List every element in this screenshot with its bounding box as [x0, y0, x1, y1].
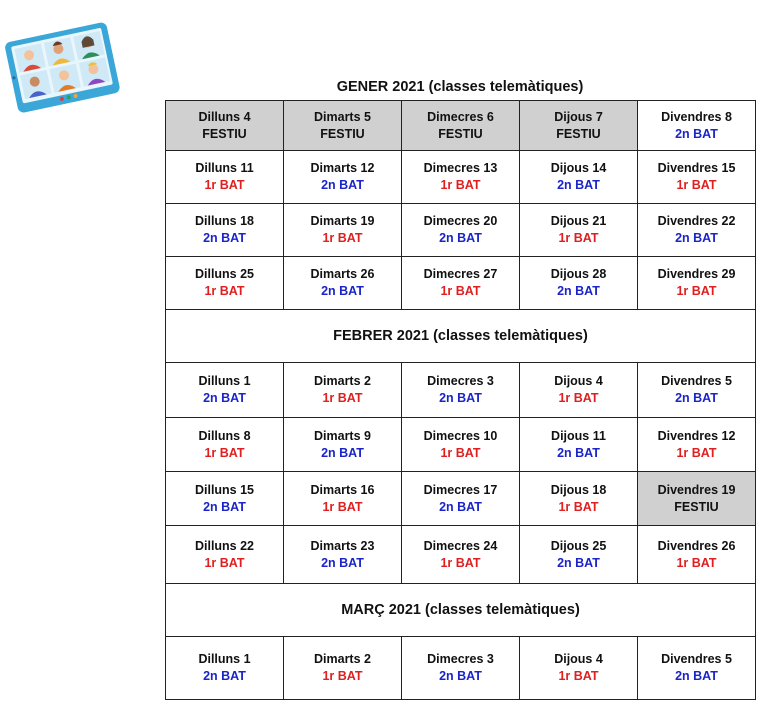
class-label: 2n BAT [203, 499, 246, 514]
class-label: 2n BAT [675, 126, 718, 141]
day-cell [166, 101, 284, 151]
day-cell [402, 257, 520, 310]
day-cell [520, 526, 638, 584]
class-label: 1r BAT [322, 669, 363, 683]
day-label: Divendres 12 [657, 428, 736, 443]
class-label: 2n BAT [321, 555, 364, 570]
holiday-label: FESTIU [438, 126, 483, 141]
day-label: Divendres 19 [657, 482, 736, 497]
class-label: 1r BAT [440, 445, 481, 460]
class-label: 1r BAT [558, 391, 599, 405]
day-cell [402, 472, 520, 526]
holiday-label: FESTIU [320, 126, 365, 141]
day-cell [402, 526, 520, 584]
day-cell [284, 526, 402, 584]
day-label: Dimecres 3 [427, 652, 494, 666]
class-label: 2n BAT [675, 669, 718, 683]
day-cell [402, 637, 520, 700]
class-label: 1r BAT [676, 445, 717, 460]
day-label: Divendres 26 [657, 538, 736, 553]
february-week-row [166, 363, 756, 418]
class-label: 1r BAT [204, 284, 245, 298]
day-label: Dimecres 27 [423, 267, 498, 281]
day-label: Dimarts 12 [310, 161, 375, 175]
class-label: 1r BAT [676, 555, 717, 570]
day-label: Dilluns 1 [198, 374, 251, 388]
day-label: Dijous 28 [550, 267, 607, 281]
day-label: Dimarts 9 [314, 428, 371, 443]
holiday-label: FESTIU [674, 499, 719, 514]
day-label: Dimarts 5 [314, 109, 371, 124]
video-call-tablet-icon [0, 10, 120, 122]
day-cell [638, 151, 756, 204]
class-label: 1r BAT [322, 499, 363, 514]
day-label: Dijous 21 [550, 214, 607, 228]
day-label: Divendres 15 [657, 161, 736, 175]
class-label: 1r BAT [558, 669, 599, 683]
day-label: Dimecres 24 [423, 538, 498, 553]
class-label: 1r BAT [558, 499, 599, 514]
day-label: Dimarts 19 [310, 214, 375, 228]
day-label: Dijous 11 [551, 428, 606, 443]
january-title: GENER 2021 (classes telemàtiques) [336, 79, 584, 95]
day-cell [166, 204, 284, 257]
day-label: Divendres 22 [657, 214, 736, 228]
day-label: Dimarts 16 [310, 482, 375, 497]
day-label: Dimarts 26 [310, 267, 375, 281]
day-cell [402, 418, 520, 472]
day-label: Dijous 25 [550, 538, 607, 553]
class-label: 2n BAT [203, 231, 246, 245]
schedule-body [166, 101, 756, 700]
day-label: Dilluns 4 [198, 109, 251, 124]
day-cell [520, 418, 638, 472]
day-label: Dimarts 2 [314, 652, 371, 666]
class-label: 1r BAT [676, 178, 717, 192]
class-label: 1r BAT [440, 555, 481, 570]
day-label: Divendres 8 [661, 109, 732, 124]
day-cell [284, 101, 402, 151]
day-label: Dimarts 2 [314, 374, 371, 388]
day-label: Dijous 14 [550, 161, 607, 175]
day-cell [284, 472, 402, 526]
day-cell [166, 472, 284, 526]
day-label: Dilluns 11 [195, 161, 254, 175]
class-label: 1r BAT [440, 178, 481, 192]
day-cell [638, 257, 756, 310]
day-label: Dilluns 8 [198, 428, 251, 443]
day-cell [402, 151, 520, 204]
day-cell [284, 637, 402, 700]
day-cell [402, 101, 520, 151]
january-week-row [166, 257, 756, 310]
class-label: 2n BAT [203, 669, 246, 683]
day-cell [638, 101, 756, 151]
class-label: 1r BAT [204, 555, 245, 570]
day-label: Dijous 4 [554, 374, 603, 388]
day-label: Dimecres 13 [423, 161, 498, 175]
day-cell [638, 472, 756, 526]
holiday-label: FESTIU [556, 126, 601, 141]
class-label: 2n BAT [557, 178, 600, 192]
day-cell [284, 418, 402, 472]
class-label: 2n BAT [675, 391, 718, 405]
day-label: Dilluns 15 [194, 482, 255, 497]
day-label: Divendres 5 [661, 374, 732, 388]
day-label: Dimecres 6 [427, 109, 494, 124]
day-label: Dijous 7 [554, 109, 603, 124]
day-cell [520, 151, 638, 204]
day-cell [166, 363, 284, 418]
class-label: 2n BAT [321, 445, 364, 460]
day-cell [284, 363, 402, 418]
day-label: Divendres 5 [661, 652, 732, 666]
day-cell [638, 418, 756, 472]
february-week-row [166, 418, 756, 472]
day-cell [520, 101, 638, 151]
february-title: FEBRER 2021 (classes telemàtiques) [166, 310, 756, 363]
day-cell [284, 151, 402, 204]
day-cell [520, 472, 638, 526]
day-label: Dimecres 20 [423, 214, 498, 228]
day-cell [520, 257, 638, 310]
day-cell [284, 204, 402, 257]
day-label: Dilluns 22 [194, 538, 255, 553]
class-label: 2n BAT [439, 499, 482, 514]
february-week-row [166, 472, 756, 526]
class-label: 2n BAT [439, 391, 482, 405]
march-title: MARÇ 2021 (classes telemàtiques) [166, 584, 756, 637]
day-label: Dilluns 1 [198, 652, 251, 666]
day-cell [166, 151, 284, 204]
day-cell [402, 204, 520, 257]
day-cell [638, 637, 756, 700]
day-label: Dimecres 17 [423, 482, 498, 497]
day-cell [638, 204, 756, 257]
day-cell [638, 526, 756, 584]
holiday-label: FESTIU [202, 126, 247, 141]
day-label: Dimarts 23 [310, 538, 375, 553]
day-cell [166, 526, 284, 584]
class-label: 2n BAT [675, 231, 718, 245]
class-label: 1r BAT [676, 284, 717, 298]
schedule-table [165, 100, 756, 700]
day-label: Dijous 4 [554, 652, 603, 666]
class-label: 2n BAT [557, 445, 600, 460]
day-cell [166, 637, 284, 700]
class-label: 1r BAT [322, 231, 363, 245]
january-week-row [166, 151, 756, 204]
class-label: 1r BAT [204, 445, 245, 460]
class-label: 1r BAT [558, 231, 599, 245]
class-label: 2n BAT [439, 231, 482, 245]
day-label: Dilluns 18 [194, 214, 255, 228]
class-label: 2n BAT [321, 178, 364, 192]
february-week-row [166, 526, 756, 584]
day-cell [166, 257, 284, 310]
class-label: 2n BAT [321, 284, 364, 298]
day-cell [402, 363, 520, 418]
class-label: 2n BAT [203, 391, 246, 405]
class-label: 2n BAT [557, 284, 600, 298]
day-label: Divendres 29 [657, 267, 736, 281]
day-cell [520, 363, 638, 418]
day-cell [520, 637, 638, 700]
january-week-row [166, 204, 756, 257]
january-week-row [166, 101, 756, 151]
day-cell [284, 257, 402, 310]
class-label: 2n BAT [557, 555, 600, 570]
march-week-row [166, 637, 756, 700]
day-cell [520, 204, 638, 257]
day-label: Dijous 18 [550, 482, 607, 497]
class-label: 1r BAT [440, 284, 481, 298]
class-label: 1r BAT [204, 178, 245, 192]
day-label: Dimecres 3 [427, 374, 494, 388]
day-cell [166, 418, 284, 472]
day-label: Dilluns 25 [194, 267, 255, 281]
day-cell [638, 363, 756, 418]
day-label: Dimecres 10 [423, 428, 498, 443]
class-label: 1r BAT [322, 391, 363, 405]
class-label: 2n BAT [439, 669, 482, 683]
